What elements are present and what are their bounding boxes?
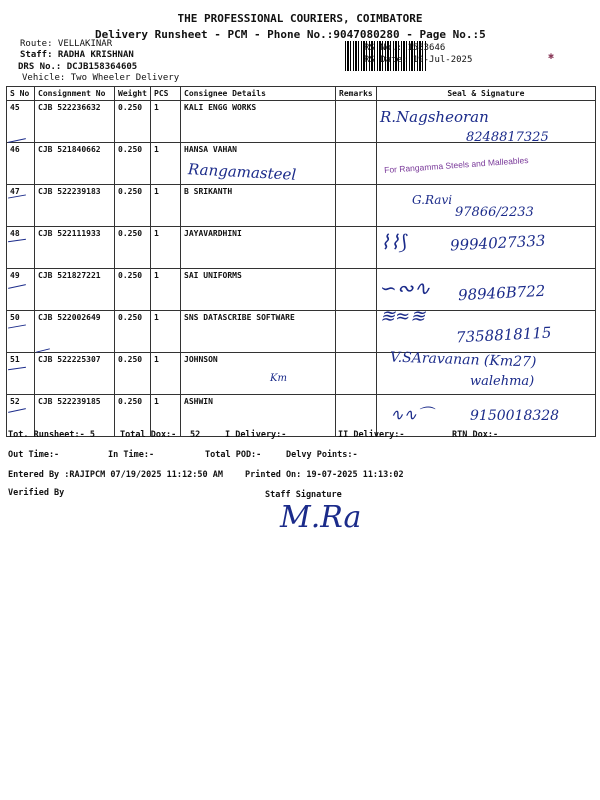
cell-pcs: 1 bbox=[151, 311, 181, 353]
entered-by: Entered By :RAJIPCM 07/19/2025 11:12:50 AM bbox=[8, 470, 223, 480]
out-time: Out Time:- bbox=[8, 450, 60, 460]
total-dox-value: 52 bbox=[190, 430, 201, 440]
col-weight: Weight bbox=[115, 87, 151, 101]
cell-sno: 48 bbox=[7, 227, 35, 269]
total-dox-label: Total Dox:- bbox=[120, 430, 177, 440]
cell-consignee: KALI ENGG WORKS bbox=[181, 101, 336, 143]
handwritten-signature: ∿∿⌒ bbox=[390, 405, 433, 424]
runsheet-subtitle: Delivery Runsheet - PCM - Phone No.:9047080280 - Page No.:5 bbox=[95, 28, 486, 41]
handwritten-note: Km bbox=[270, 373, 287, 384]
cell-remarks bbox=[336, 101, 377, 143]
cell-remarks bbox=[336, 143, 377, 185]
cell-remarks bbox=[336, 353, 377, 395]
handwritten-name: V.SAravanan (Km27) bbox=[389, 349, 537, 371]
cell-pcs: 1 bbox=[151, 101, 181, 143]
col-pcs: PCS bbox=[151, 87, 181, 101]
cell-consignee: JOHNSON bbox=[181, 353, 336, 395]
cell-consignee: SAI UNIFORMS bbox=[181, 269, 336, 311]
ii-delivery: II Delivery:- bbox=[338, 430, 405, 440]
cell-consignee: JAYAVARDHINI bbox=[181, 227, 336, 269]
cell-weight: 0.250 bbox=[115, 143, 151, 185]
cell-weight: 0.250 bbox=[115, 395, 151, 437]
handwritten-phone: 97866/2233 bbox=[455, 205, 534, 220]
stray-mark: ✱ bbox=[548, 51, 555, 62]
cell-remarks bbox=[336, 311, 377, 353]
handwritten-phone: 9994027333 bbox=[449, 231, 546, 255]
rtn-dox: RTN Dox:- bbox=[452, 430, 499, 440]
handwritten-note: walehma) bbox=[470, 374, 535, 389]
cell-pcs: 1 bbox=[151, 353, 181, 395]
cell-consignee: HANSA VAHAN bbox=[181, 143, 336, 185]
cell-pcs: 1 bbox=[151, 143, 181, 185]
total-pod: Total POD:- bbox=[205, 450, 262, 460]
rs-number: RS No.: 1583646 bbox=[364, 43, 446, 53]
cell-consignment: CJB 522111933 bbox=[35, 227, 115, 269]
handwritten-phone: 7358818115 bbox=[455, 323, 552, 347]
handwritten-phone: 8248817325 bbox=[466, 130, 549, 145]
handwritten-signature: ⌇⌇⟆ bbox=[380, 230, 408, 254]
cell-sno: 52 bbox=[7, 395, 35, 437]
total-runsheet: Tot. Runsheet:- 5 bbox=[8, 430, 95, 440]
cell-consignee: B SRIKANTH bbox=[181, 185, 336, 227]
cell-consignment: CJB 522239185 bbox=[35, 395, 115, 437]
cell-remarks bbox=[336, 185, 377, 227]
company-stamp: For Rangamma Steels and Malleables bbox=[383, 154, 529, 176]
cell-weight: 0.250 bbox=[115, 227, 151, 269]
printed-on: Printed On: 19-07-2025 11:13:02 bbox=[245, 470, 404, 480]
col-sno: S No bbox=[7, 87, 35, 101]
handwritten-signature: ∽∾∿ bbox=[380, 276, 431, 300]
cell-consignment: CJB 522002649 bbox=[35, 311, 115, 353]
staff-label: Staff: RADHA KRISHNAN bbox=[20, 50, 134, 60]
cell-sno: 45 bbox=[7, 101, 35, 143]
cell-sno: 50 bbox=[7, 311, 35, 353]
cell-consignment: CJB 521840662 bbox=[35, 143, 115, 185]
handwritten-name: G.Ravi bbox=[412, 193, 453, 207]
cell-sno: 49 bbox=[7, 269, 35, 311]
cell-pcs: 1 bbox=[151, 395, 181, 437]
cell-pcs: 1 bbox=[151, 185, 181, 227]
cell-consignment: CJB 521827221 bbox=[35, 269, 115, 311]
cell-remarks bbox=[336, 269, 377, 311]
handwritten-phone: 9150018328 bbox=[470, 408, 560, 424]
cell-sno: 51 bbox=[7, 353, 35, 395]
in-time: In Time:- bbox=[108, 450, 155, 460]
col-remarks: Remarks bbox=[336, 87, 377, 101]
rs-date: RS Date: 19-Jul-2025 bbox=[364, 55, 473, 65]
cell-consignment: CJB 522236632 bbox=[35, 101, 115, 143]
staff-signature: M.Ra bbox=[280, 500, 362, 535]
handwritten-signature: ≋≈≋ bbox=[380, 306, 426, 327]
handwritten-note: Rangamasteel bbox=[187, 160, 297, 184]
col-consignment: Consignment No bbox=[35, 87, 115, 101]
handwritten-name: R.Nagsheoran bbox=[380, 108, 489, 126]
handwritten-phone: 98946B722 bbox=[457, 281, 546, 305]
staff-signature-label: Staff Signature bbox=[265, 490, 342, 500]
route-label: Route: VELLAKINAR bbox=[20, 39, 113, 49]
cell-consignee: ASHWIN bbox=[181, 395, 336, 437]
cell-sno: 47 bbox=[7, 185, 35, 227]
cell-pcs: 1 bbox=[151, 227, 181, 269]
cell-consignment: CJB 522225307 bbox=[35, 353, 115, 395]
cell-sno: 46 bbox=[7, 143, 35, 185]
cell-consignment: CJB 522239183 bbox=[35, 185, 115, 227]
company-title: THE PROFESSIONAL COURIERS, COIMBATORE bbox=[177, 12, 423, 25]
cell-weight: 0.250 bbox=[115, 185, 151, 227]
verified-by: Verified By bbox=[8, 488, 65, 498]
cell-pcs: 1 bbox=[151, 269, 181, 311]
cell-weight: 0.250 bbox=[115, 311, 151, 353]
delvy-points: Delvy Points:- bbox=[286, 450, 358, 460]
col-signature: Seal & Signature bbox=[376, 87, 595, 101]
vehicle-label: Vehicle: Two Wheeler Delivery bbox=[22, 73, 180, 83]
drs-number: DRS No.: DCJB158364605 bbox=[18, 62, 138, 72]
i-delivery: I Delivery:- bbox=[225, 430, 287, 440]
cell-remarks bbox=[336, 227, 377, 269]
cell-weight: 0.250 bbox=[115, 269, 151, 311]
table-header-row bbox=[7, 87, 596, 101]
col-consignee: Consignee Details bbox=[181, 87, 336, 101]
cell-weight: 0.250 bbox=[115, 101, 151, 143]
cell-consignee: SNS DATASCRIBE SOFTWARE bbox=[181, 311, 336, 353]
cell-weight: 0.250 bbox=[115, 353, 151, 395]
